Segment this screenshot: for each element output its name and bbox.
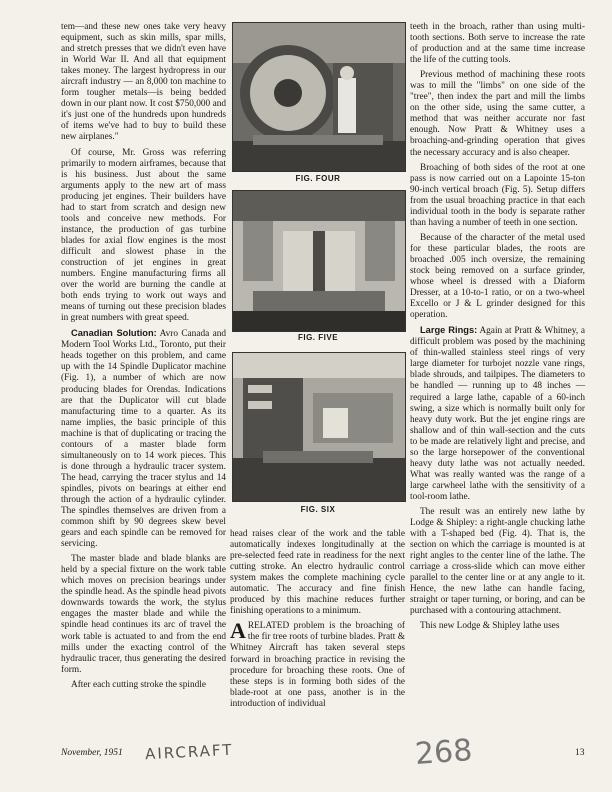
paragraph-text: Avro Canada and Modern Tool Works Ltd., Toronto, put their heads together on this problem, and came up with the 14 Spindle Duplicator machine (Fig. 1), a number of which are now producing blades for Orendas. Indications are that the Duplicator will cut blade manufacturing time to a quarter. As its name implies, the basic principle of this machine is that of duplicating or tracing the contours of a master blade form simultaneously on to 14 work pieces. This is done through a hydraulic tracer system. The head, carrying the tracer stylus and 14 spindles, pivots on bearings at either end through the action of a hydraulic cylinder. The spindles themselves are driven from a common shift by 90 degrees skew bevel gears and each spindle can be removed for servicing. xyxy=(61,329,226,550)
caption-fig-four: FIG. FOUR xyxy=(295,174,341,183)
photo-fig-four xyxy=(232,22,406,172)
paragraph: tem—and these new ones take very heavy equipment, such as skin mills, spar mills, and stretch presses that we didn't even have in World War II. And all that equipment takes money. The largest hydropress in our aircraft industry — an 8,000 ton machine to form tougher metals—is being bedded down in our plant now. It cost $750,000 and it's just one of the hundreds upon hundreds of items we've had to buy to build these new airplanes." xyxy=(61,22,226,143)
footer-magazine-stamp: AIRCRAFT xyxy=(144,740,234,764)
paragraph: head raises clear of the work and the table automatically indexes longitudinally at the pre-selected feed rate in readiness for the next cutting stroke. An electro hydraulic control system makes the complete machining cycle automatic. The accuracy and fine finish produced by this machine reduces further finishing operations to a minimum. xyxy=(230,529,405,617)
paragraph: The master blade and blade blanks are held by a special fixture on the work table which moves on precision bearings under the spindle head. As the spindle head pivots downwards towards the work, the stylus engages the master blade and while the spindle head continues its arc of travel the work table is actuated to and from the end mills under the exacting control of the hydraulic tracer, thus generating the desired form. xyxy=(61,554,226,675)
photo-fig-five xyxy=(232,190,406,332)
drop-cap: A xyxy=(230,618,246,644)
photo-fig-six xyxy=(232,352,406,502)
paragraph xyxy=(410,325,585,503)
text-column-2 xyxy=(230,529,405,714)
subheading: Canadian Solution: xyxy=(71,328,157,339)
text-column-1 xyxy=(61,22,226,695)
paragraph: Previous method of machining these roots was to mill the "limbs" on one side of the "tree", then index the part and mill the limbs on the other side, using the same cutter, a method that was neither accurate nor fast enough. Now Pratt & Whitney uses a broaching-and-grinding operation that gives the necessary accuracy and is also cheaper. xyxy=(410,70,585,158)
paragraph: Because of the character of the metal used for these particular blades, the roots are broached .005 inch oversize, the remaining stock being removed on a surface grinder, whose wheel is dressed with a Diaform Dresser, at a 10-to-1 ratio, or on a two-wheel Excello or J & L grinder designed for this operation. xyxy=(410,232,585,321)
page-number: 13 xyxy=(575,748,585,758)
paragraph: Broaching of both sides of the root at one pass is now carried out on a Lapointe 15-ton 90-inch vertical broach (Fig. 5). Setup differs from the usual broaching practice in that each individual tooth in the body is separate rather than having a number of teeth in one section. xyxy=(410,162,585,228)
paragraph-text: RELATED problem is the broaching of the fir tree roots of turbine blades. Pratt & Whitney Aircraft has taken several steps forward in broaching practice in revising the procedure for broaching these roots. One of these steps is in forming both sides of the blade-root at one pass, another is in the introduction of individual xyxy=(230,621,405,709)
paragraph: This new Lodge & Shipley lathe uses xyxy=(420,621,560,632)
subheading: Large Rings: xyxy=(420,325,478,336)
paragraph: Of course, Mr. Gross was referring primarily to modern airframes, because that is his business. Just about the same arguments apply to the new art of mass producing jet engines. Their builders have had to start from scratch and design new tools and conceive new methods. For instance, the production of gas turbine blades for axial flow engines is the most difficult and slowest phase in the construction of jet engines in great numbers. Engine manufacturing firms all over the world are burning the candle at both ends trying to work out ways and means of turning out these precision blades in great numbers with great speed. xyxy=(61,147,226,324)
paragraph-text: Again at Pratt & Whitney, a difficult problem was posed by the machining of thin-walled stainless steel rings of very large diameter for turbojet nozzle vane rings, blade shrouds, and tailpipes. The diameters to be handled — running up to 48 inches — required a large lathe, capable of a 60-inch swing, a size which is normally built only for heavy duty work. But the jet engine rings are shallow and of thin wall-section and the cuts to be made are relatively light and precise, and so the large horsepower of the conventional heavy duty lathe was not actually needed. What was really wanted was the range of a large carwheel lathe with the sensitivity of a tool-room lathe. xyxy=(410,326,586,502)
text-column-3 xyxy=(410,22,585,636)
paragraph: After each cutting stroke the spindle xyxy=(71,679,207,690)
caption-fig-six: FIG. SIX xyxy=(300,505,336,514)
footer-date: November, 1951 xyxy=(61,748,123,758)
paragraph: The result was an entirely new lathe by Lodge & Shipley: a right-angle chucking lathe with a T-shaped bed (Fig. 4). That is, the section on which the carriage is mounted is at right angles to the center line of the lathe. The carriage a cross-slide which can move either parallel to the center line or at any angle to it. Hence, the new lathe can handle facing, straight or taper turning, or boring, and can be purchased with a contouring attachment. xyxy=(410,506,585,617)
paragraph xyxy=(230,618,405,709)
paragraph xyxy=(61,328,226,550)
caption-fig-five: FIG. FIVE xyxy=(297,333,339,342)
paragraph: teeth in the broach, rather than using multi-tooth sections. Both serve to increase the rate of production and at the same time increase the life of the cutting tools. xyxy=(410,22,585,66)
handwritten-number: 268 xyxy=(413,733,474,772)
